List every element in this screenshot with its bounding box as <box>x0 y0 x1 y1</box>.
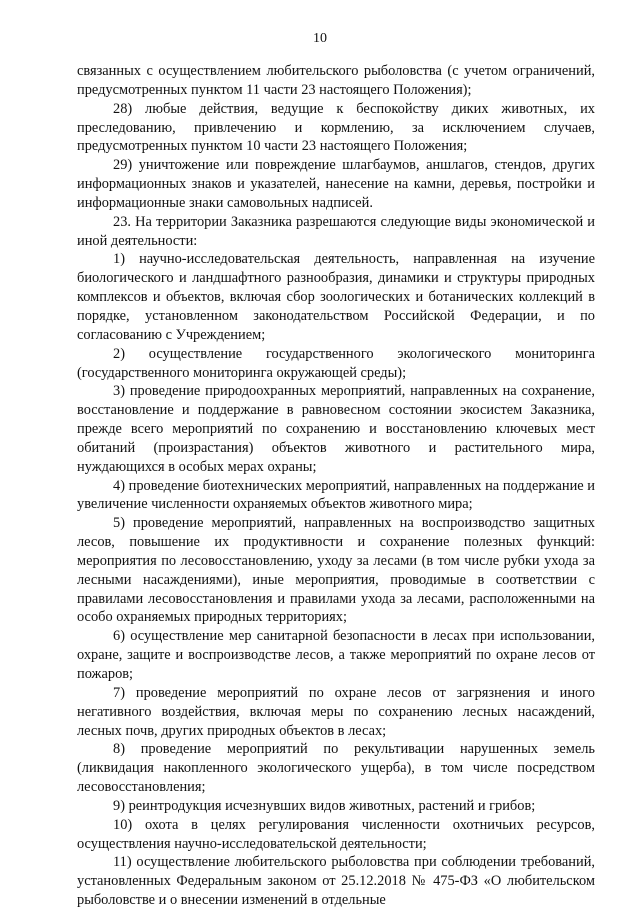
paragraph-item-4: 4) проведение биотехнических мероприятий, направленных на поддержание и увеличение численности охраняемых объектов животного мира; <box>77 477 595 513</box>
paragraph-item-7: 7) проведение мероприятий по охране лесов от загрязнения и иного негативного воздействия, включая меры по сохранению лесных насаждений, лесных почв, других природных объектов в лесах; <box>77 684 595 739</box>
paragraph-item-8: 8) проведение мероприятий по рекультивации нарушенных земель (ликвидация накопленного экологического ущерба), в том числе посредством лесовосстановления; <box>77 741 595 796</box>
paragraph-item-3: 3) проведение природоохранных мероприятий, направленных на сохранение, восстановление и поддержание в равновесном состоянии экосистем Заказника, прежде всего мероприятий по сохранению и восстановлению ключевых мест обитаний (произрастания) объектов животного и растительного мира, нуждающихся в особых мерах охраны; <box>77 383 595 475</box>
paragraph-item-10: 10) охота в целях регулирования численности охотничьих ресурсов, осуществления научно-исследовательской деятельности; <box>77 816 595 852</box>
paragraph-item-1: 1) научно-исследовательская деятельность, направленная на изучение биологического и ландшафтного разнообразия, динамики и структуры природных комплексов и объектов, включая сбор зоологических и ботанических коллекций в порядке, установленном законодательством Российской Федерации, и по согласованию с Учреждением; <box>77 251 595 343</box>
paragraph-item-5: 5) проведение мероприятий, направленных на воспроизводство защитных лесов, повышение их продуктивности и сохранение полезных функций: мероприятия по лесовосстановлению, уходу за лесами (в том числе рубки ухода за лесными насаждениями), иные мероприятия, проводимые в соответствии с правилами лесовосстановления и правилами ухода за лесами, расположенными на особо охраняемых природных территориях; <box>77 515 595 626</box>
paragraph-item-9: 9) реинтродукция исчезнувших видов животных, растений и грибов; <box>113 797 536 814</box>
paragraph-section-23: 23. На территории Заказника разрешаются следующие виды экономической и иной деятельности: <box>77 213 595 249</box>
paragraph-item-28: 28) любые действия, ведущие к беспокойству диких животных, их преследованию, привлечению и кормлению, за исключением случаев, предусмотренных пунктом 10 части 23 настоящего Положения; <box>77 100 595 155</box>
paragraph-item-29: 29) уничтожение или повреждение шлагбаумов, аншлагов, стендов, других информационных знаков и указателей, нанесение на камни, деревья, постройки и информационные знаки самовольных надписей. <box>77 157 595 211</box>
document-body <box>77 62 595 910</box>
paragraph-item-11: 11) осуществление любительского рыболовства при соблюдении требований, установленных Федеральным законом от 25.12.2018 № 475-ФЗ «О любительском рыболовстве и о внесении изменений в отдельные <box>77 854 595 909</box>
paragraph-item-2: 2) осуществление государственного экологического мониторинга (государственного мониторинга окружающей среды); <box>77 345 595 381</box>
page-number: 10 <box>313 31 327 46</box>
paragraph-continuation: связанных с осуществлением любительского рыболовства (с учетом ограничений, предусмотренных пунктом 11 части 23 настоящего Положения); <box>77 63 595 98</box>
paragraph-item-6: 6) осуществление мер санитарной безопасности в лесах при использовании, охране, защите и воспроизводстве лесов, а также мероприятий по охране лесов от пожаров; <box>77 628 595 682</box>
